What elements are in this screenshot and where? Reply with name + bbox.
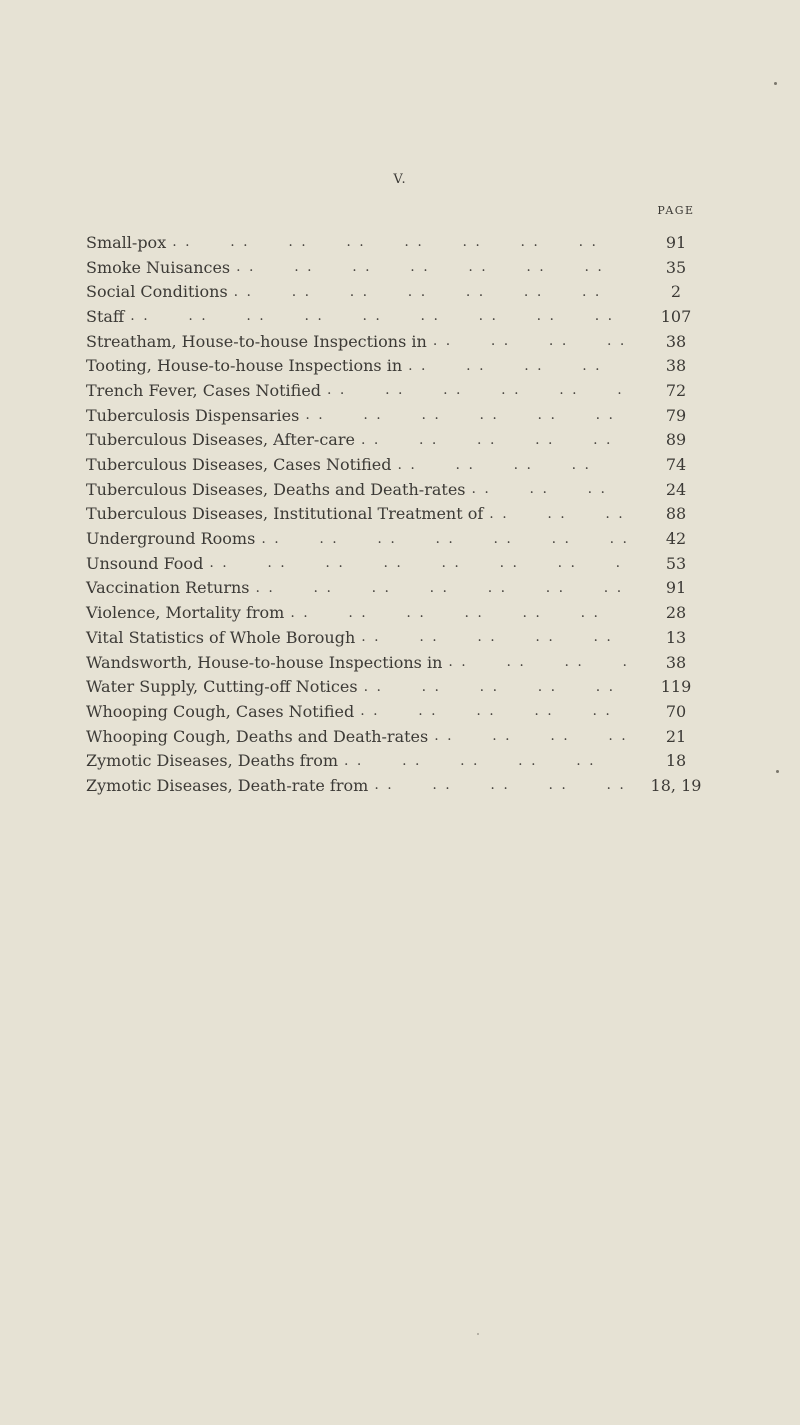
dot-leader [489, 506, 626, 522]
index-entry-text: Small-pox [86, 232, 167, 252]
index-page-ref: 18, 19 [650, 775, 702, 795]
paper-speck [776, 770, 779, 773]
index-page-ref: 91 [665, 232, 687, 252]
index-page-ref: 91 [665, 578, 687, 598]
index-page-ref: 70 [665, 701, 687, 721]
index-page-ref: 79 [665, 405, 687, 425]
dot-leader [130, 308, 626, 324]
index-page-ref: 35 [665, 257, 687, 277]
index-page-ref: 74 [665, 455, 687, 475]
index-row [86, 526, 716, 551]
dot-leader [327, 382, 626, 398]
index-entry-text: Streatham, House-to-house Inspections in [86, 331, 427, 351]
index-page-ref: 88 [665, 504, 687, 524]
index-page-ref: 24 [665, 479, 687, 499]
index-row [86, 255, 716, 280]
index-entry-text: Tuberculosis Dispensaries [86, 405, 300, 425]
index-entry-text: Tuberculous Diseases, Cases Notified [86, 455, 392, 475]
index-row [86, 502, 716, 527]
index-page-ref: 107 [660, 306, 692, 326]
paper-speck [477, 1333, 479, 1335]
page-column-header: PAGE [657, 204, 695, 217]
index-entry-text: Social Conditions [86, 282, 228, 302]
dot-leader [433, 333, 626, 349]
dot-leader [236, 259, 626, 275]
index-row [86, 773, 716, 798]
index-page-ref: 18 [665, 751, 687, 771]
paper-speck [774, 82, 777, 85]
index-row [86, 403, 716, 428]
index-row [86, 428, 716, 453]
dot-leader [305, 407, 626, 423]
index-page-ref: 53 [665, 553, 687, 573]
index-page-ref: 42 [665, 529, 687, 549]
index-entry-text: Tuberculous Diseases, Institutional Treatment of [86, 504, 484, 524]
index-page-ref: 38 [665, 356, 687, 376]
index-entry-text: Zymotic Diseases, Death-rate from [86, 775, 369, 795]
page-number: V. [393, 172, 407, 187]
index-entry-text: Zymotic Diseases, Deaths from [86, 751, 339, 771]
index-row [86, 625, 716, 650]
index-row [86, 378, 716, 403]
index-row [86, 650, 716, 675]
index-page-ref: 13 [665, 627, 687, 647]
index-entry-text: Wandsworth, House-to-house Inspections in [86, 652, 443, 672]
index-page-ref: 38 [665, 331, 687, 351]
dot-leader [361, 629, 626, 645]
dot-leader [209, 555, 626, 571]
index-entry-text: Staff [86, 306, 125, 326]
dot-leader [434, 728, 626, 744]
index-page-ref: 38 [665, 652, 687, 672]
index-row [86, 452, 716, 477]
index-entry-text: Unsound Food [86, 553, 204, 573]
index-entry-text: Vital Statistics of Whole Borough [86, 627, 356, 647]
index-row [86, 724, 716, 749]
index-entry-text: Whooping Cough, Deaths and Death-rates [86, 726, 429, 746]
dot-leader [408, 358, 626, 374]
index-page-ref: 72 [665, 380, 687, 400]
index-list [86, 230, 716, 798]
index-page-ref: 21 [665, 726, 687, 746]
index-entry-text: Tuberculous Diseases, Deaths and Death-rates [86, 479, 466, 499]
index-entry-text: Smoke Nuisances [86, 257, 231, 277]
dot-leader [374, 777, 626, 793]
dot-leader [361, 432, 626, 448]
dot-leader [261, 531, 626, 547]
index-entry-text: Tuberculous Diseases, After-care [86, 430, 355, 450]
dot-leader [472, 481, 627, 497]
dot-leader [234, 284, 626, 300]
index-row [86, 230, 716, 255]
dot-leader [344, 753, 626, 769]
index-page-ref: 119 [660, 677, 692, 697]
index-entry-text: Tooting, House-to-house Inspections in [86, 356, 403, 376]
index-entry-text: Water Supply, Cutting-off Notices [86, 677, 358, 697]
index-entry-text: Whooping Cough, Cases Notified [86, 701, 355, 721]
index-row [86, 576, 716, 601]
index-row [86, 674, 716, 699]
index-row [86, 279, 716, 304]
dot-leader [256, 580, 627, 596]
dot-leader [448, 654, 626, 670]
index-entry-text: Vaccination Returns [86, 578, 250, 598]
index-row [86, 699, 716, 724]
index-row [86, 551, 716, 576]
index-row [86, 304, 716, 329]
dot-leader [364, 679, 626, 695]
index-row [86, 748, 716, 773]
index-row [86, 329, 716, 354]
index-page-ref: 89 [665, 430, 687, 450]
dot-leader [290, 605, 626, 621]
dot-leader [172, 234, 626, 250]
index-row [86, 600, 716, 625]
index-entry-text: Violence, Mortality from [86, 603, 285, 623]
index-entry-text: Underground Rooms [86, 529, 256, 549]
index-row [86, 353, 716, 378]
index-entry-text: Trench Fever, Cases Notified [86, 380, 322, 400]
index-page-ref: 2 [670, 282, 682, 302]
dot-leader [360, 703, 626, 719]
index-row [86, 477, 716, 502]
dot-leader [398, 457, 627, 473]
index-page-ref: 28 [665, 603, 687, 623]
